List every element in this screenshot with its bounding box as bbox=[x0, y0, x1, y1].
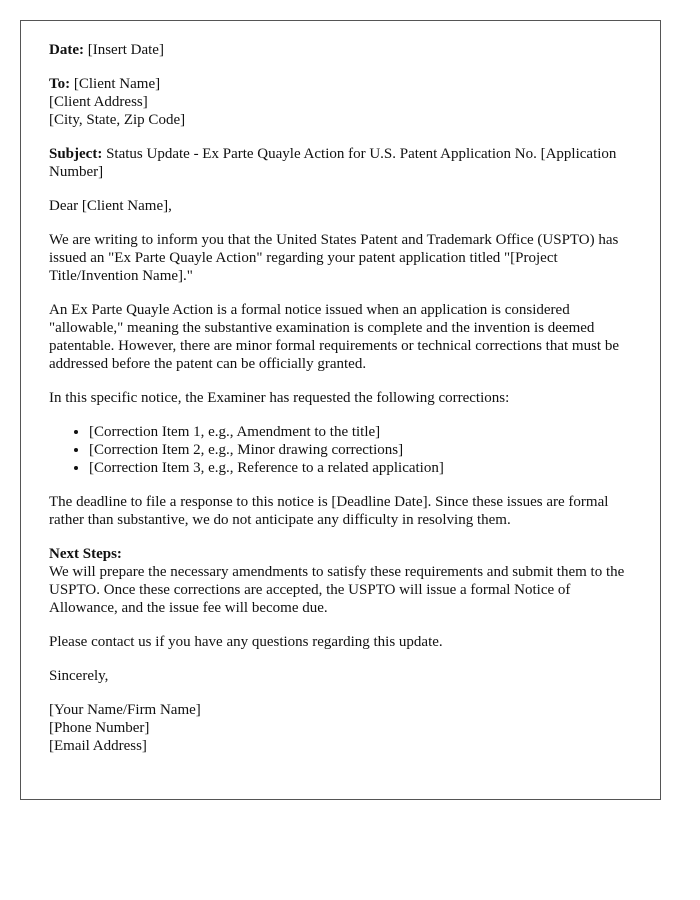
correction-item: • [Correction Item 2, e.g., Minor drawing corrections] bbox=[89, 441, 632, 459]
contact-paragraph: Please contact us if you have any questions regarding this update. bbox=[49, 634, 443, 650]
recipient-address: [Client Address] bbox=[49, 94, 148, 110]
signature-block bbox=[49, 701, 632, 755]
to-label: To: bbox=[49, 76, 71, 92]
letter bbox=[20, 20, 661, 800]
intro-paragraph: We are writing to inform you that the United States Patent and Trademark Office (USPTO) has issued an "Ex Parte Quayle Action" regarding your patent application titled "[Project Title/Invention Name]." bbox=[49, 232, 619, 284]
correction-item: • [Correction Item 3, e.g., Reference to a related application] bbox=[89, 459, 632, 477]
subject-line bbox=[49, 145, 632, 181]
recipient-name: [Client Name] bbox=[73, 76, 161, 92]
recipient-block bbox=[49, 75, 632, 129]
subject-label: Subject: bbox=[49, 146, 103, 162]
signature-phone: [Phone Number] bbox=[49, 720, 150, 736]
next-steps bbox=[49, 545, 632, 617]
corrections-list bbox=[49, 423, 632, 477]
signature-email: [Email Address] bbox=[49, 738, 147, 754]
signature-name: [Your Name/Firm Name] bbox=[49, 702, 201, 718]
closing: Sincerely, bbox=[49, 668, 109, 684]
corrections-intro: In this specific notice, the Examiner has requested the following corrections: bbox=[49, 390, 510, 406]
deadline-paragraph: The deadline to file a response to this notice is [Deadline Date]. Since these issues are formal rather than substantive, we do not anticipate any difficulty in resolving them. bbox=[49, 494, 609, 528]
date-label: Date: bbox=[49, 42, 84, 58]
salutation: Dear [Client Name], bbox=[49, 198, 172, 214]
recipient-city: [City, State, Zip Code] bbox=[49, 112, 186, 128]
correction-item: • [Correction Item 1, e.g., Amendment to the title] bbox=[89, 423, 632, 441]
next-steps-label: Next Steps: bbox=[49, 546, 122, 562]
explanation-paragraph: An Ex Parte Quayle Action is a formal notice issued when an application is considered "allowable," meaning the substantive examination is complete and the invention is deemed patentable. However, there are minor formal requirements or technical corrections that must be addressed before the patent can be officially granted. bbox=[49, 302, 619, 372]
date-value: [Insert Date] bbox=[87, 42, 164, 58]
subject-text: Status Update - Ex Parte Quayle Action for U.S. Patent Application No. [Application Number] bbox=[49, 146, 617, 180]
date-line bbox=[49, 41, 632, 59]
next-steps-text: We will prepare the necessary amendments to satisfy these requirements and submit them to the USPTO. Once these corrections are accepted, the USPTO will issue a formal Notice of Allowance, and the issue fee will become due. bbox=[49, 564, 625, 616]
